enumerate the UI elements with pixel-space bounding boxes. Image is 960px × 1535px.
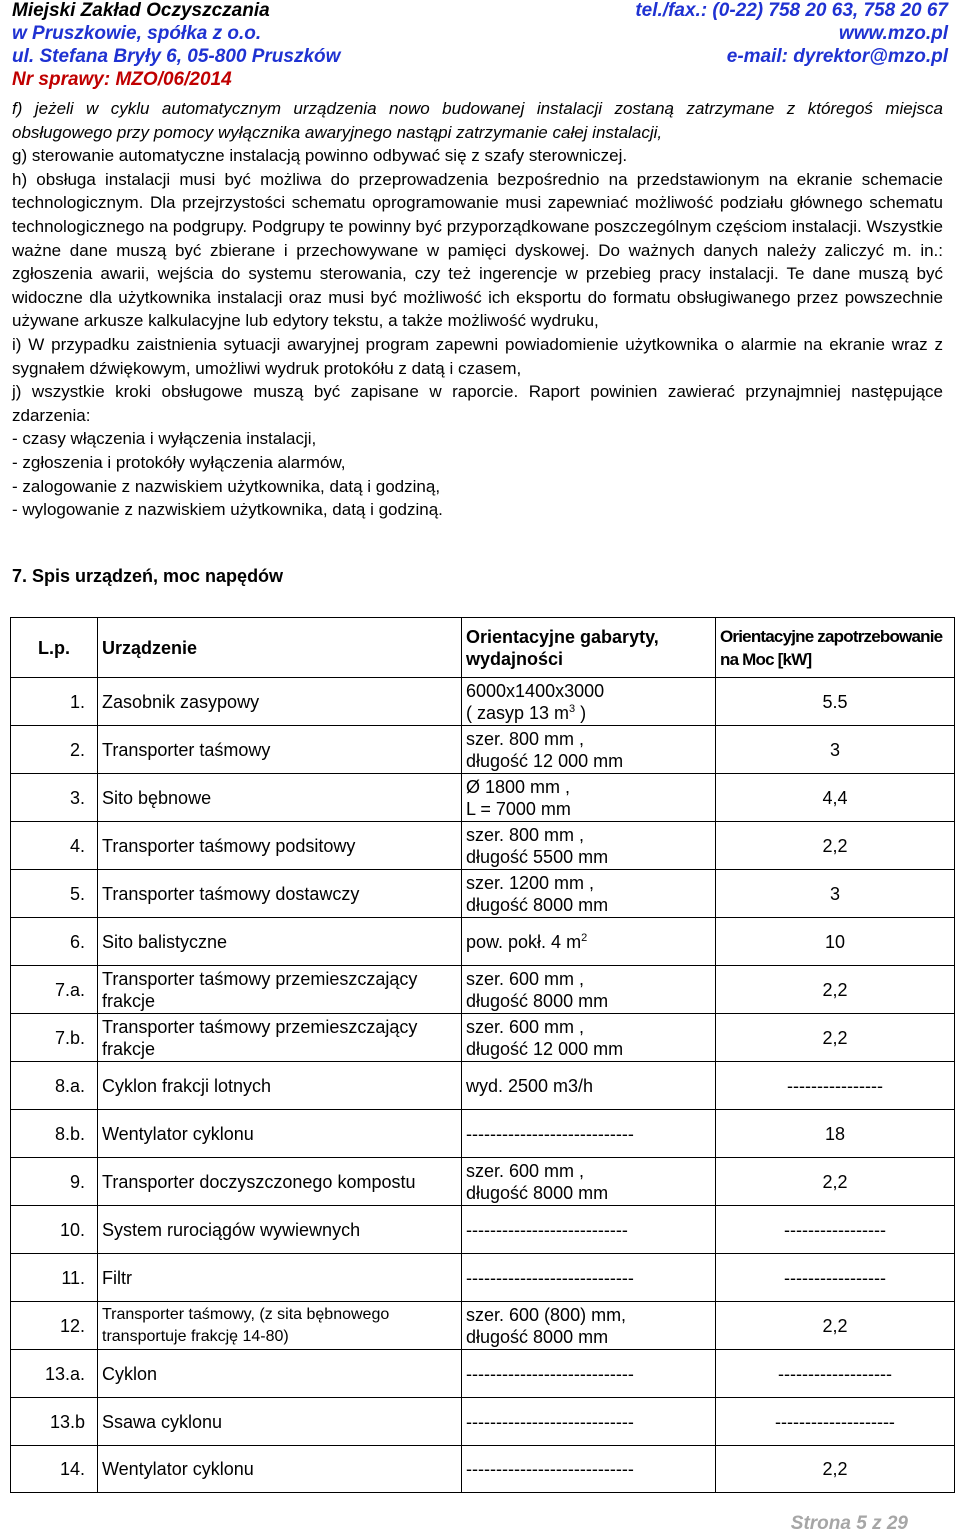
paragraph-j: j) wszystkie kroki obsługowe muszą być zapisane w raporcie. Raport powinien zawierać przynajmniej następujące zdarzenia: — [12, 382, 943, 425]
cell-device: Cyklon frakcji lotnych — [98, 1062, 462, 1110]
dims-line-1: 6000x1400x3000 — [466, 680, 605, 701]
cell-power: ---------------- — [716, 1062, 955, 1110]
cell-power: 3 — [716, 870, 955, 918]
cell-dims — [462, 1398, 716, 1446]
dims-line-1: szer. 600 (800) mm, — [466, 1304, 627, 1325]
cell-device: Transporter taśmowy przemieszczający frakcje — [98, 966, 462, 1014]
cell-device: Zasobnik zasypowy — [98, 678, 462, 726]
cell-lp: 13.b — [11, 1398, 98, 1446]
dims-line-2: długość 8000 mm — [466, 1326, 609, 1347]
cell-power: 3 — [716, 726, 955, 774]
table-row — [11, 774, 955, 822]
cell-power: 18 — [716, 1110, 955, 1158]
dims-line-2: L = 7000 mm — [466, 798, 571, 819]
cell-lp: 11. — [11, 1254, 98, 1302]
cell-lp: 9. — [11, 1158, 98, 1206]
dims-line-1: szer. 600 mm , — [466, 1016, 585, 1037]
cell-power: 2,2 — [716, 1158, 955, 1206]
table-row — [11, 1302, 955, 1350]
cell-lp: 12. — [11, 1302, 98, 1350]
cell-power: ----------------- — [716, 1206, 955, 1254]
case-number: Nr sprawy: MZO/06/2014 — [12, 69, 232, 90]
table-row — [11, 1206, 955, 1254]
paragraph-f: f) jeżeli w cyklu automatycznym urządzenia nowo budowanej instalacji zostaną zatrzymane z któregoś miejsca obsługowego przy pomocy wyłącznika awaryjnego nastąpi zatrzymanie całej instalacji, — [12, 99, 943, 142]
header-device: Urządzenie — [98, 618, 462, 678]
cell-device: Sito bębnowe — [98, 774, 462, 822]
cell-lp: 2. — [11, 726, 98, 774]
cell-dims — [462, 822, 716, 870]
cell-device: Ssawa cyklonu — [98, 1398, 462, 1446]
cell-power: 10 — [716, 918, 955, 966]
cell-dims — [462, 1302, 716, 1350]
cell-device: Filtr — [98, 1254, 462, 1302]
cell-lp: 1. — [11, 678, 98, 726]
dims-line-2: długość 12 000 mm — [466, 1038, 624, 1059]
cell-device: Transporter taśmowy, (z sita bębnowego transportuje frakcję 14-80) — [98, 1302, 462, 1350]
cell-device: Transporter taśmowy przemieszczający frakcje — [98, 1014, 462, 1062]
dims-line-1: Ø 1800 mm , — [466, 776, 571, 797]
table-row — [11, 1398, 955, 1446]
device-table — [10, 617, 955, 1493]
cell-dims — [462, 678, 716, 726]
list-item: - czasy włączenia i wyłączenia instalacji, — [12, 429, 317, 449]
table-header-row — [11, 618, 955, 678]
page-number: Strona 5 z 29 — [790, 1513, 908, 1534]
email-link[interactable]: e-mail: dyrektor@mzo.pl — [726, 46, 948, 67]
dims-line-1: szer. 800 mm , — [466, 824, 585, 845]
cell-device: Transporter doczyszczonego kompostu — [98, 1158, 462, 1206]
cell-lp: 5. — [11, 870, 98, 918]
dims-line-2: długość 8000 mm — [466, 1182, 609, 1203]
dims-line-2: długość 12 000 mm — [466, 750, 624, 771]
table-body — [11, 678, 955, 1493]
cell-device: Wentylator cyklonu — [98, 1446, 462, 1493]
section-title: 7. Spis urządzeń, moc napędów — [12, 566, 284, 586]
cell-lp: 13.a. — [11, 1350, 98, 1398]
header-dims: Orientacyjne gabaryty, wydajności — [462, 618, 716, 678]
dims-line-1: --------------------------- — [466, 1219, 628, 1240]
cell-power: 2,2 — [716, 1014, 955, 1062]
cell-lp: 4. — [11, 822, 98, 870]
cell-dims — [462, 918, 716, 966]
table-row — [11, 1446, 955, 1493]
cell-power: ----------------- — [716, 1254, 955, 1302]
cell-dims — [462, 1350, 716, 1398]
cell-device: Transporter taśmowy — [98, 726, 462, 774]
cell-dims — [462, 1158, 716, 1206]
cell-dims — [462, 1206, 716, 1254]
header-power-label: Orientacyjne zapotrzebowanie na Moc [kW] — [720, 626, 943, 669]
cell-lp: 7.a. — [11, 966, 98, 1014]
cell-power: 4,4 — [716, 774, 955, 822]
cell-lp: 8.a. — [11, 1062, 98, 1110]
superscript: 2 — [581, 931, 588, 944]
table-row — [11, 918, 955, 966]
dims-line-1: ---------------------------- — [466, 1267, 634, 1288]
dims-line-1: szer. 800 mm , — [466, 728, 585, 749]
cell-lp: 3. — [11, 774, 98, 822]
dims-line-2: długość 8000 mm — [466, 990, 609, 1011]
dims-line-1: szer. 600 mm , — [466, 968, 585, 989]
list-item: - zgłoszenia i protokóły wyłączenia alarmów, — [12, 452, 346, 472]
cell-dims — [462, 966, 716, 1014]
cell-power: ------------------- — [716, 1350, 955, 1398]
table-row — [11, 1158, 955, 1206]
dims-line-1: ---------------------------- — [466, 1411, 634, 1432]
cell-dims — [462, 1110, 716, 1158]
phone-fax: tel./fax.: (0-22) 758 20 63, 758 20 67 — [635, 0, 948, 21]
table-row — [11, 1110, 955, 1158]
cell-device: Transporter taśmowy dostawczy — [98, 870, 462, 918]
dims-line-2: długość 8000 mm — [466, 894, 609, 915]
table-row — [11, 966, 955, 1014]
document-body — [12, 97, 943, 522]
cell-power: 5.5 — [716, 678, 955, 726]
cell-device: Transporter taśmowy podsitowy — [98, 822, 462, 870]
table-row — [11, 1014, 955, 1062]
company-city: w Pruszkowie, spółka z o.o. — [12, 23, 262, 44]
cell-power: 2,2 — [716, 1446, 955, 1493]
cell-power: -------------------- — [716, 1398, 955, 1446]
paragraph-h: h) obsługa instalacji musi być możliwa do przeprowadzenia bezpośrednio na przedstawionym na ekranie schemacie technologicznym. Dla przejrzystości schematu oprogramowanie musi zapewniać możliwość podziału głównego schematu technologicznego na podgrupy. Podgrupy te powinny być przyporządkowane poszczególnym częściom instalacji. Wszystkie ważne dane muszą być zbierane i przechowywane w pamięci dyskowej. Do ważnych danych należy zaliczyć m. in.: zgłoszenia awarii, wejścia do systemu sterowania, czy też ingerencje w przebieg pracy instalacji. Te dane muszą być widoczne dla użytkownika instalacji oraz musi być możliwość ich eksportu do formatu obsługiwanego przez powszechnie używane arkusze kalkulacyjne lub edytory tekstu, a także możliwość wydruku, — [12, 169, 943, 331]
cell-device: Cyklon — [98, 1350, 462, 1398]
cell-power: 2,2 — [716, 822, 955, 870]
cell-power: 2,2 — [716, 1302, 955, 1350]
cell-device: Sito balistyczne — [98, 918, 462, 966]
table-row — [11, 1062, 955, 1110]
dims-line-1: szer. 1200 mm , — [466, 872, 595, 893]
cell-dims — [462, 774, 716, 822]
paragraph-i: i) W przypadku zaistnienia sytuacji awaryjnej program zapewni powiadomienie użytkownika o alarmie na ekranie wraz z sygnałem dźwiękowym, umożliwi wydruk protokółu z datą i czasem, — [12, 334, 943, 378]
table-row — [11, 870, 955, 918]
cell-lp: 8.b. — [11, 1110, 98, 1158]
table-row — [11, 726, 955, 774]
dims-line-2: długość 5500 mm — [466, 846, 609, 867]
dims-line-1: ---------------------------- — [466, 1363, 634, 1384]
dims-line-1: wyd. 2500 m3/h — [466, 1075, 594, 1096]
dims-line-2: ( zasyp 13 m — [466, 702, 570, 723]
dims-line-1: ---------------------------- — [466, 1459, 634, 1479]
cell-device: Wentylator cyklonu — [98, 1110, 462, 1158]
cell-dims — [462, 1254, 716, 1302]
company-address: ul. Stefana Bryły 6, 05-800 Pruszków — [12, 46, 341, 67]
dims-line-1: szer. 600 mm , — [466, 1160, 585, 1181]
cell-dims — [462, 1446, 716, 1493]
table-row — [11, 822, 955, 870]
table-row — [11, 1350, 955, 1398]
cell-lp: 14. — [11, 1446, 98, 1493]
header-lp: L.p. — [11, 618, 98, 678]
dims-line-1: pow. pokł. 4 m — [466, 931, 582, 952]
cell-dims — [462, 726, 716, 774]
list-item: - wylogowanie z nazwiskiem użytkownika, datą i godziną. — [12, 500, 443, 520]
cell-power: 2,2 — [716, 966, 955, 1014]
table-row — [11, 678, 955, 726]
superscript: 3 — [569, 702, 576, 715]
company-name: Miejski Zakład Oczyszczania — [12, 0, 270, 21]
cell-dims — [462, 1062, 716, 1110]
cell-dims — [462, 870, 716, 918]
dims-tail: ) — [575, 702, 587, 723]
cell-lp: 10. — [11, 1206, 98, 1254]
list-item: - zalogowanie z nazwiskiem użytkownika, datą i godziną, — [12, 476, 441, 496]
table-row — [11, 1254, 955, 1302]
cell-device: System rurociągów wywiewnych — [98, 1206, 462, 1254]
cell-dims — [462, 1014, 716, 1062]
cell-lp: 6. — [11, 918, 98, 966]
header-power — [716, 618, 955, 678]
cell-lp: 7.b. — [11, 1014, 98, 1062]
dims-line-1: ---------------------------- — [466, 1123, 634, 1144]
website-link[interactable]: www.mzo.pl — [838, 23, 948, 44]
paragraph-g: g) sterowanie automatyczne instalacją powinno odbywać się z szafy sterowniczej. — [12, 146, 628, 166]
